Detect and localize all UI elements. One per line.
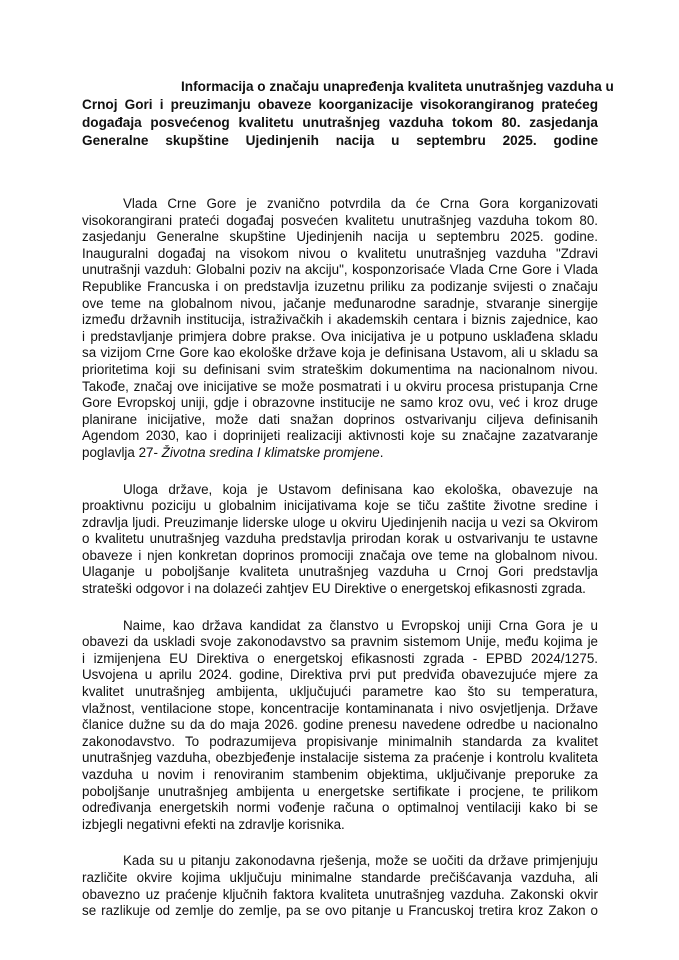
text-line: i predstavljanje primjera dobre prakse. Ova inicijativa je u potpuno usklađena skladu xyxy=(82,328,598,344)
text-line: Republike Francuska i on predstavlja izuzetnu priliku za podizanje svijesti o značaju xyxy=(82,278,598,294)
text-line: zakonodavstvo. To podrazumijeva propisivanje minimalnih standarda za kvalitet xyxy=(82,733,598,749)
text-line: Vlada Crne Gore je zvanično potvrdila da će Crna Gora korganizovati xyxy=(123,196,598,211)
title-line: događaja posvećenog kvalitetu unutrašnjeg vazduha tokom 80. zasjedanja xyxy=(82,115,598,130)
text-line: Usvojena u aprilu 2024. godine, Direktiva prvi put predviđa obavezujuće mjere za xyxy=(82,667,598,683)
document-title xyxy=(82,78,614,150)
text-line: unutrašnji vazduh: Globalni poziv na akciju", kosponzorisaće Vlada Crne Gore i Vlada xyxy=(82,262,598,278)
text-line: određivanja energetskih normi vođenje računa o optimalnoj ventilaciji kako bi se xyxy=(82,800,598,816)
text-line: obavezi da uskladi svoje zakonodavstvo sa pravnim sistemom Unije, među kojima je xyxy=(82,634,598,650)
text-line: Ulaganje u poboljšanje kvaliteta unutrašnjeg vazduha u Crnoj Gori predstavlja xyxy=(82,564,598,580)
text-line: obavezno uz praćenje ključnih faktora kvaliteta unutrašnjeg vazduha. Zakonski okvir xyxy=(82,886,598,902)
text-line: poboljšanje unutrašnjeg ambijenta u energetske sertifikate i procjene, te prilikom xyxy=(82,783,598,799)
text-line: ove teme na globalnom nivou, jačanje međunarodne saradnje, stvaranje sinergije xyxy=(82,295,598,311)
text-line: i izmijenjena EU Direktiva o energetskoj efikasnosti zgrada - EPBD 2024/1275. xyxy=(82,650,598,666)
text-line: između državnih institucija, istraživačkih i akademskih centara i biznis zajednice, kao xyxy=(82,312,598,328)
text-line: Kada su u pitanju zakonodavna rješenja, može se uočiti da države primjenjuju xyxy=(123,853,598,869)
text-line: obaveze i njen konkretan doprinos promociji značaja ove teme na globalnom nivou. xyxy=(82,547,598,563)
title-line: Informacija o značaju unapređenja kvaliteta unutrašnjeg vazduha u xyxy=(181,79,614,94)
text-line: sa vizijom Crne Gore kao ekološke države koja je definisana Ustavom, ali u skladu sa xyxy=(82,345,598,361)
text-line: unutrašnjeg vazduha, obezbjeđenje instalacije sistema za praćenje i kontrolu kvaliteta xyxy=(82,750,598,766)
text-line: proaktivnu poziciju u globalnim inicijativama koje se tiču zaštite životne sredine i xyxy=(82,498,598,514)
text-line: planirane inicijative, može dati snažan doprinos ostvarivanju ciljeva definisanih xyxy=(82,411,598,427)
text-line: strateški odgovor i na dolazeći zahtjev EU Direktive o energetskoj efikasnosti zgrada. xyxy=(82,581,586,597)
text-line: visokorangirani prateći događaj posvećen kvalitetu unutrašnjeg vazduha tokom 80. xyxy=(82,212,598,228)
text-line: različite okvire kojima uključuju minimalne standarde prečišćavanja vazduha, ali xyxy=(82,869,598,885)
paragraph xyxy=(82,482,598,598)
paragraph xyxy=(82,853,598,919)
text-line: Naime, kao država kandidat za članstvo u Evropskoj uniji Crna Gora je u xyxy=(123,617,598,633)
paragraph xyxy=(82,618,598,834)
text-line: Inauguralni događaj na visokom nivou o kvalitetu unutrašnjeg vazduha "Zdravi xyxy=(82,245,598,261)
paragraph xyxy=(82,196,598,462)
text-line: kvalitet unutrašnjeg ambijenta, uključujući parametre kao što su temperatura, xyxy=(82,684,598,700)
chapter-name: Životna sredina I klimatske promjene xyxy=(161,444,380,460)
text-line: zasjedanju Generalne skupštine Ujedinjenih nacija u septembru 2025. godine. xyxy=(82,229,598,245)
text-line: vlažnost, ventilacione stope, koncentracije kontaminanata i nivo osvjetljenja. Države xyxy=(82,700,598,716)
title-line: Crnoj Gori i preuzimanju obaveze koorganizacije visokorangiranog pratećeg xyxy=(82,97,598,112)
text-line xyxy=(82,445,598,462)
title-line: Generalne skupštine Ujedinjenih nacija u septembru 2025. godine xyxy=(82,133,598,148)
text-line: Takođe, značaj ove inicijative se može posmatrati i u okviru procesa pristupanja Crne xyxy=(82,378,598,394)
text-line: Uloga države, koja je Ustavom definisana kao ekološka, obavezuje na xyxy=(123,481,598,497)
text-line: članice dužne su da do maja 2026. godine prenesu navedene odredbe u nacionalno xyxy=(82,717,598,733)
text-line: zdravlja ljudi. Preuzimanje liderske uloge u okviru Ujedinjenih nacija u vezi sa Okvirom xyxy=(82,514,598,530)
text-line: prioritetima koji su definisani svim strateškim dokumentima na nacionalnom nivou. xyxy=(82,361,598,377)
text-line: Agendom 2030, kao i doprinijeti realizaciji aktivnosti koje su značajne zazatvaranje xyxy=(82,428,598,444)
text-line: vazduha u novim i renoviranim stambenim objektima, uključivanje preporuke za xyxy=(82,767,598,782)
document-body xyxy=(82,196,598,940)
text-fragment: . xyxy=(379,444,384,460)
text-line: izbjegli negativni efekti na zdravlje korisnika. xyxy=(82,816,345,832)
text-fragment: poglavlja 27- xyxy=(82,444,162,460)
text-line: Gore Evropskoj uniji, gdje i obrazovne institucije ne samo kroz ovu, već i kroz druge xyxy=(82,395,598,411)
text-line: o kvalitetu unutrašnjeg vazduha predstavlja prirodan korak u ostvarivanju te ustavne xyxy=(82,531,598,547)
text-line: se razlikuje od zemlje do zemlje, pa se ovo pitanje u Francuskoj tretira kroz Zakon o xyxy=(82,903,598,919)
